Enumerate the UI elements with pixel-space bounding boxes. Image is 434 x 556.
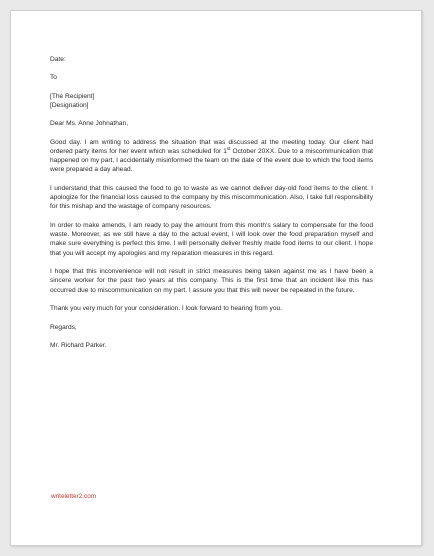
recipient-designation: [Designation] (50, 101, 89, 109)
salutation: Dear Ms. Anne Johnathan, (50, 120, 129, 128)
paragraph-4: I hope that this inconvenience will not result in strict measures being taken against me as I have been a sincere worker for the past two years at this company. This is the first time that an incident like this has occurred due to miscommunication on my part. I assure you that this will never be repeated in the future. (50, 268, 373, 294)
recipient-name: [The Recipient] (50, 92, 95, 100)
paragraph-2: I understand that this caused the food to go to waste as we cannot deliver day-old food items to the client. I apologize for the financial loss caused to the company by this miscommunication. Also, I take full responsibility for this mishap and the wastage of company resources. (50, 184, 373, 211)
to-label: To (50, 74, 57, 82)
paragraph-1 (50, 138, 373, 175)
footer-site-link[interactable]: writeletter2.com (51, 493, 97, 500)
paragraph-3: In order to make amends, I am ready to pay the amount from this month’s salary to compensate for the food waste. Moreover, as we still have a day to the actual event, I will look over the food preparation myself and make sure everything is perfect this time. I will personally deliver freshly made food items to our client. I hope that you will accept my apologies and my reparation measures in this regard. (50, 221, 373, 257)
paragraph-1-part-b: October 20XX. Due to a miscommunication that happened on my part, I accidentally misinformed the team on the date of the event due to which the food items were prepared a day ahead. (50, 147, 373, 174)
signature: Mr. Richard Parker. (50, 342, 107, 350)
paragraph-5: Thank you very much for your consideration. I look forward to hearing from you. (50, 305, 282, 313)
closing: Regards, (50, 323, 77, 331)
paragraph-1-part-a: Good day. I am writing to address the situation that was discussed at the meeting today. Our client had ordered party items for her event which was scheduled for 1 (50, 138, 373, 155)
date-label: Date: (50, 56, 66, 63)
paragraph-1-ordinal: st (226, 145, 231, 151)
letter-body (50, 55, 373, 350)
